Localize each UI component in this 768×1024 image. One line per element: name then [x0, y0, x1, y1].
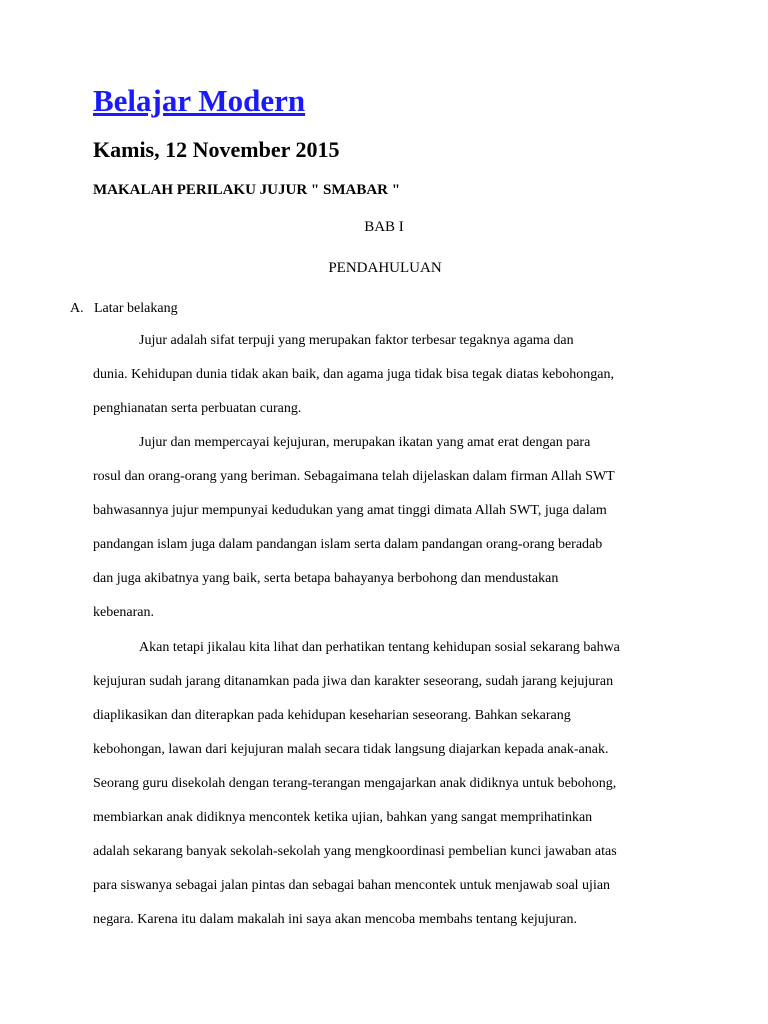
section-marker: A. [70, 301, 84, 316]
paragraph-line: Seorang guru disekolah dengan terang-terangan mengajarkan anak didiknya untuk bebohong, [93, 776, 617, 791]
paragraph-line: membiarkan anak didiknya mencontek ketika ujian, bahkan yang sangat memprihatinkan [93, 810, 593, 825]
post-title: MAKALAH PERILAKU JUJUR " SMABAR " [93, 182, 401, 198]
paragraph-line: dan juga akibatnya yang baik, serta betapa bahayanya berbohong dan mendustakan [93, 571, 559, 586]
paragraph-line: diaplikasikan dan diterapkan pada kehidupan keseharian seseorang. Bahkan sekarang [93, 708, 571, 723]
chapter-title-text: PENDAHULUAN [328, 260, 442, 276]
chapter-number-text: BAB I [364, 219, 404, 235]
paragraph-line: negara. Karena itu dalam makalah ini saya akan mencoba membahs tentang kejujuran. [93, 912, 577, 927]
paragraph-line: bahwasannya jujur mempunyai kedudukan yang amat tinggi dimata Allah SWT, juga dalam [93, 503, 607, 518]
paragraph-line: Jujur dan mempercayai kejujuran, merupakan ikatan yang amat erat dengan para [139, 435, 591, 450]
paragraph-line: penghianatan serta perbuatan curang. [93, 401, 302, 416]
paragraph-line: kebenaran. [93, 605, 155, 620]
paragraph-line: adalah sekarang banyak sekolah-sekolah yang mengkoordinasi pembelian kunci jawaban atas [93, 844, 617, 859]
blog-title-link[interactable]: Belajar Modern [93, 83, 306, 118]
paragraph-line: dunia. Kehidupan dunia tidak akan baik, dan agama juga tidak bisa tegak diatas kebohongan, [93, 367, 614, 382]
paragraph-line: kejujuran sudah jarang ditanamkan pada jiwa dan karakter seseorang, sudah jarang kejujuran [93, 674, 614, 689]
paragraph-line: Akan tetapi jikalau kita lihat dan perhatikan tentang kehidupan sosial sekarang bahwa [139, 640, 620, 655]
paragraph-line: Jujur adalah sifat terpuji yang merupakan faktor terbesar tegaknya agama dan [139, 333, 574, 348]
post-date: Kamis, 12 November 2015 [93, 137, 340, 162]
section-title: Latar belakang [94, 301, 178, 316]
paragraph-line: pandangan islam juga dalam pandangan islam serta dalam pandangan orang-orang beradab [93, 537, 603, 552]
paragraph-line: kebohongan, lawan dari kejujuran malah secara tidak langsung diajarkan kepada anak-anak. [93, 742, 609, 757]
paragraph-line: rosul dan orang-orang yang beriman. Sebagaimana telah dijelaskan dalam firman Allah SWT [93, 469, 615, 484]
section-heading [70, 301, 178, 316]
paragraph-line: para siswanya sebagai jalan pintas dan sebagai bahan mencontek untuk menjawab soal ujian [93, 878, 611, 893]
